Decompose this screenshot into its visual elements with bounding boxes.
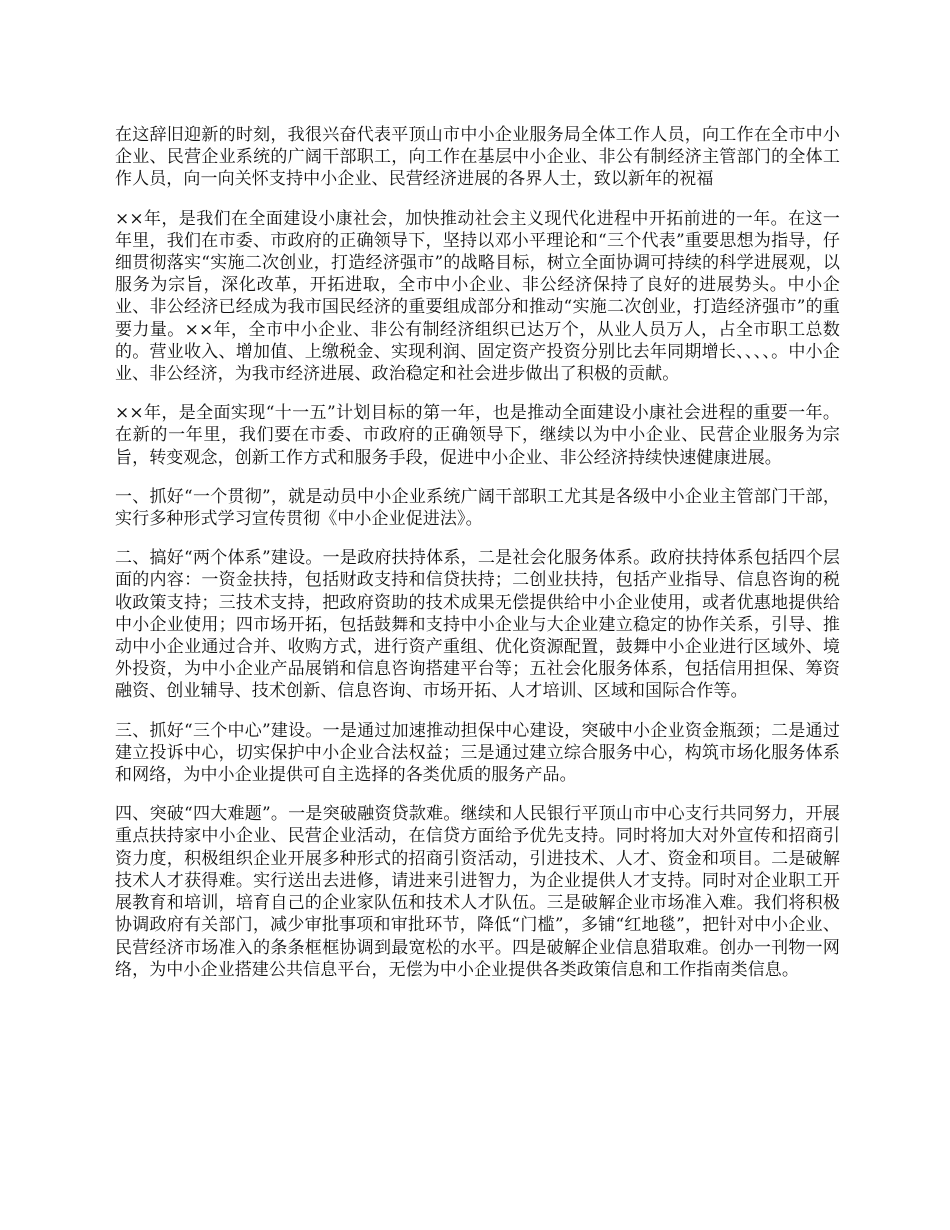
paragraph-task-four: 四、突破“四大难题”。一是突破融资贷款难。继续和人民银行平顶山市中心支行共同努力，开展重点扶持家中小企业、民营企业活动，在信贷方面给予优先支持。同时将加大对外宣传和招商引资力度，积极组织企业开展多种形式的招商引资活动，引进技术、人才、资金和项目。二是破解技术人才获得难。实行送出去进修，请进来引进智力，为企业提供人才支持。同时对企业职工开展教育和培训，培育自己的企业家队伍和技术人才队伍。三是破解企业市场准入难。我们将积极协调政府有关部门，减少审批事项和审批环节，降低“门槛”，多铺“红地毯”，把针对中小企业、民营经济市场准入的条条框框协调到最宽松的水平。四是破解企业信息猎取难。创办一刊物一网络，为中小企业搭建公共信息平台，无偿为中小企业提供各类政策信息和工作指南类信息。 xyxy=(115,804,840,980)
paragraph-task-three: 三、抓好“三个中心”建设。一是通过加速推动担保中心建设，突破中小企业资金瓶颈；二是通过建立投诉中心，切实保护中小企业合法权益；三是通过建立综合服务中心，构筑市场化服务体系和网络，为中小企业提供可自主选择的各类优质的服务产品。 xyxy=(115,720,840,786)
paragraph-greeting: 在这辞旧迎新的时刻，我很兴奋代表平顶山市中小企业服务局全体工作人员，向工作在全市中小企业、民营企业系统的广阔干部职工，向工作在基层中小企业、非公有制经济主管部门的全体工作人员，向一向关怀支持中小企业、民营经济进展的各界人士，致以新年的祝福 xyxy=(115,125,840,190)
document-body xyxy=(115,124,840,998)
paragraph-task-one: 一、抓好“一个贯彻”，就是动员中小企业系统广阔干部职工尤其是各级中小企业主管部门干部，实行多种形式学习宣传贯彻《中小企业促进法》。 xyxy=(115,486,840,530)
paragraph-year-review: ××年，是我们在全面建设小康社会，加快推动社会主义现代化进程中开拓前进的一年。在这一年里，我们在市委、市政府的正确领导下，坚持以邓小平理论和“三个代表”重要思想为指导，仔细贯彻落实“实施二次创业，打造经济强市”的战略目标，树立全面协调可持续的科学进展观，以服务为宗旨，深化改革，开拓进取，全市中小企业、非公经济保持了良好的进展势头。中小企业、非公经济已经成为我市国民经济的重要组成部分和推动“实施二次创业，打造经济强市”的重要力量。××年，全市中小企业、非公有制经济组织已达万个，从业人员万人，占全市职工总数的。营业收入、增加值、上缴税金、实现利润、固定资产投资分别比去年同期增长、、、、。中小企业、非公经济，为我市经济进展、政治稳定和社会进步做出了积极的贡献。 xyxy=(115,208,840,385)
paragraph-task-two: 二、搞好“两个体系”建设。一是政府扶持体系，二是社会化服务体系。政府扶持体系包括四个层面的内容：一资金扶持，包括财政支持和信贷扶持；二创业扶持，包括产业指导、信息咨询的税收政策支持；三技术支持，把政府资助的技术成果无偿提供给中小企业使用，或者优惠地提供给中小企业使用；四市场开拓，包括鼓舞和支持中小企业与大企业建立稳定的协作关系，引导、推动中小企业通过合并、收购方式，进行资产重组、优化资源配置，鼓舞中小企业进行区域外、境外投资，为中小企业产品展销和信息咨询搭建平台等；五社会化服务体系，包括信用担保、筹资融资、创业辅导、技术创新、信息咨询、市场开拓、人才培训、区域和国际合作等。 xyxy=(115,548,840,702)
paragraph-new-year-goals: ××年，是全面实现“十一五”计划目标的第一年，也是推动全面建设小康社会进程的重要一年。在新的一年里，我们要在市委、市政府的正确领导下，继续以为中小企业、民营企业服务为宗旨，转变观念，创新工作方式和服务手段，促进中小企业、非公经济持续快速健康进展。 xyxy=(115,403,840,468)
